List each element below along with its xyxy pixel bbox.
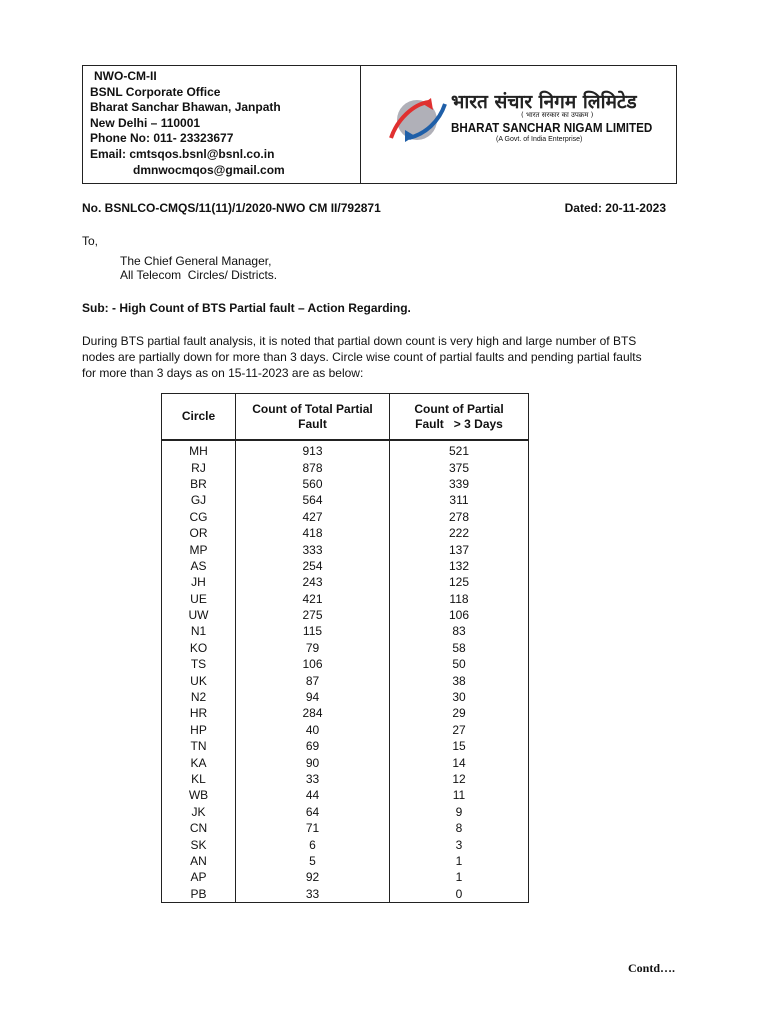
bsnl-logo-icon (383, 90, 451, 152)
cell-over-3-days: 1 (390, 853, 529, 869)
office-address (83, 66, 361, 183)
cell-circle: CG (162, 509, 236, 525)
cell-over-3-days: 137 (390, 541, 529, 557)
table-row (162, 459, 529, 475)
letter-date: Dated: 20-11-2023 (564, 201, 666, 215)
cell-circle: KO (162, 640, 236, 656)
cell-total: 427 (236, 509, 390, 525)
header-partial-fault-over-3-days: Count of Partial Fault > 3 Days (390, 394, 529, 441)
table-row (162, 558, 529, 574)
office-line: New Delhi – 110001 (90, 115, 201, 130)
cell-over-3-days: 118 (390, 591, 529, 607)
cell-circle: UW (162, 607, 236, 623)
cell-over-3-days: 50 (390, 656, 529, 672)
cell-over-3-days: 58 (390, 640, 529, 656)
letterhead-box (82, 65, 677, 184)
body-line: nodes are partially down for more than 3 days. Circle wise count of partial faults and pending partial faults (82, 350, 642, 364)
cell-total: 87 (236, 672, 390, 688)
cell-circle: MP (162, 541, 236, 557)
table-row (162, 787, 529, 803)
cell-over-3-days: 125 (390, 574, 529, 590)
cell-over-3-days: 1 (390, 869, 529, 885)
cell-circle: SK (162, 836, 236, 852)
cell-total: 564 (236, 492, 390, 508)
table-row (162, 541, 529, 557)
office-line: NWO-CM-II (94, 69, 157, 83)
cell-total: 92 (236, 869, 390, 885)
cell-over-3-days: 83 (390, 623, 529, 639)
cell-total: 878 (236, 459, 390, 475)
table-row (162, 738, 529, 754)
table-row (162, 853, 529, 869)
cell-circle: JH (162, 574, 236, 590)
cell-over-3-days: 132 (390, 558, 529, 574)
cell-over-3-days: 8 (390, 820, 529, 836)
continued-note: Contd…. (628, 961, 676, 975)
cell-total: 33 (236, 886, 390, 903)
subject-line: Sub: - High Count of BTS Partial fault – Action Regarding. (82, 301, 411, 315)
table-row (162, 754, 529, 770)
cell-circle: JK (162, 804, 236, 820)
cell-over-3-days: 15 (390, 738, 529, 754)
cell-circle: GJ (162, 492, 236, 508)
table-row (162, 820, 529, 836)
header-circle: Circle (162, 394, 236, 441)
cell-circle: PB (162, 886, 236, 903)
cell-circle: CN (162, 820, 236, 836)
cell-total: 106 (236, 656, 390, 672)
email-line: Email: cmtsqos.bsnl@bsnl.co.in (90, 146, 275, 161)
table-row (162, 440, 529, 459)
cell-circle: RJ (162, 459, 236, 475)
table-row (162, 492, 529, 508)
cell-total: 40 (236, 722, 390, 738)
bsnl-logo-area (361, 66, 676, 183)
table-row (162, 574, 529, 590)
cell-over-3-days: 521 (390, 440, 529, 459)
cell-over-3-days: 339 (390, 476, 529, 492)
table-row (162, 804, 529, 820)
cell-total: 418 (236, 525, 390, 541)
cell-circle: N1 (162, 623, 236, 639)
table-row (162, 509, 529, 525)
table-row (162, 689, 529, 705)
cell-over-3-days: 11 (390, 787, 529, 803)
logo-english-sub: (A Govt. of India Enterprise) (496, 136, 583, 143)
cell-total: 5 (236, 853, 390, 869)
cell-total: 44 (236, 787, 390, 803)
cell-over-3-days: 375 (390, 459, 529, 475)
header-total-partial-fault: Count of Total Partial Fault (236, 394, 390, 441)
cell-over-3-days: 29 (390, 705, 529, 721)
table-row (162, 722, 529, 738)
table-row (162, 886, 529, 903)
cell-over-3-days: 38 (390, 672, 529, 688)
cell-circle: UE (162, 591, 236, 607)
cell-over-3-days: 12 (390, 771, 529, 787)
table-row (162, 656, 529, 672)
table-row (162, 771, 529, 787)
reference-number: No. BSNLCO-CMQS/11(11)/1/2020-NWO CM II/792871 (82, 201, 381, 215)
body-paragraph (82, 333, 642, 381)
cell-total: 254 (236, 558, 390, 574)
table-row (162, 705, 529, 721)
cell-circle: HR (162, 705, 236, 721)
salutation-to: To, (82, 234, 99, 248)
table-row (162, 672, 529, 688)
cell-total: 115 (236, 623, 390, 639)
cell-circle: N2 (162, 689, 236, 705)
cell-over-3-days: 3 (390, 836, 529, 852)
cell-over-3-days: 0 (390, 886, 529, 903)
table-row (162, 836, 529, 852)
table-row (162, 623, 529, 639)
cell-total: 333 (236, 541, 390, 557)
cell-total: 913 (236, 440, 390, 459)
table-header-row (162, 394, 529, 441)
cell-circle: AN (162, 853, 236, 869)
cell-circle: TS (162, 656, 236, 672)
cell-circle: OR (162, 525, 236, 541)
table-row (162, 525, 529, 541)
phone-line: Phone No: 011- 23323677 (90, 131, 234, 146)
cell-over-3-days: 30 (390, 689, 529, 705)
cell-circle: WB (162, 787, 236, 803)
cell-over-3-days: 9 (390, 804, 529, 820)
cell-total: 421 (236, 591, 390, 607)
body-line: for more than 3 days as on 15-11-2023 are as below: (82, 366, 364, 380)
cell-total: 79 (236, 640, 390, 656)
cell-over-3-days: 278 (390, 509, 529, 525)
body-line: During BTS partial fault analysis, it is noted that partial down count is very high and large number of BTS (82, 334, 637, 348)
cell-total: 284 (236, 705, 390, 721)
cell-total: 90 (236, 754, 390, 770)
logo-english-name: BHARAT SANCHAR NIGAM LIMITED (451, 121, 653, 135)
cell-over-3-days: 14 (390, 754, 529, 770)
office-line: BSNL Corporate Office (90, 84, 221, 99)
logo-hindi-name: भारत संचार निगम लिमिटेड (451, 91, 637, 113)
cell-circle: HP (162, 722, 236, 738)
cell-total: 560 (236, 476, 390, 492)
table-row (162, 640, 529, 656)
email-line-2: dmnwocmqos@gmail.com (133, 162, 285, 177)
cell-circle: KA (162, 754, 236, 770)
cell-over-3-days: 106 (390, 607, 529, 623)
cell-total: 6 (236, 836, 390, 852)
cell-over-3-days: 27 (390, 722, 529, 738)
partial-fault-table (161, 393, 529, 903)
cell-total: 71 (236, 820, 390, 836)
cell-total: 64 (236, 804, 390, 820)
cell-circle: MH (162, 440, 236, 459)
cell-total: 69 (236, 738, 390, 754)
cell-circle: AP (162, 869, 236, 885)
cell-total: 94 (236, 689, 390, 705)
addressee-line: All Telecom Circles/ Districts. (120, 268, 278, 282)
cell-total: 33 (236, 771, 390, 787)
logo-hindi-sub: ( भारत सरकार का उपक्रम ) (521, 111, 594, 119)
table-row (162, 591, 529, 607)
table-body (162, 440, 529, 902)
office-line: Bharat Sanchar Bhawan, Janpath (90, 100, 281, 115)
cell-circle: KL (162, 771, 236, 787)
cell-over-3-days: 222 (390, 525, 529, 541)
addressee-line: The Chief General Manager, (120, 254, 272, 268)
cell-circle: TN (162, 738, 236, 754)
cell-total: 275 (236, 607, 390, 623)
cell-total: 243 (236, 574, 390, 590)
table-row (162, 869, 529, 885)
cell-circle: AS (162, 558, 236, 574)
table-row (162, 476, 529, 492)
table-row (162, 607, 529, 623)
cell-over-3-days: 311 (390, 492, 529, 508)
cell-circle: BR (162, 476, 236, 492)
cell-circle: UK (162, 672, 236, 688)
